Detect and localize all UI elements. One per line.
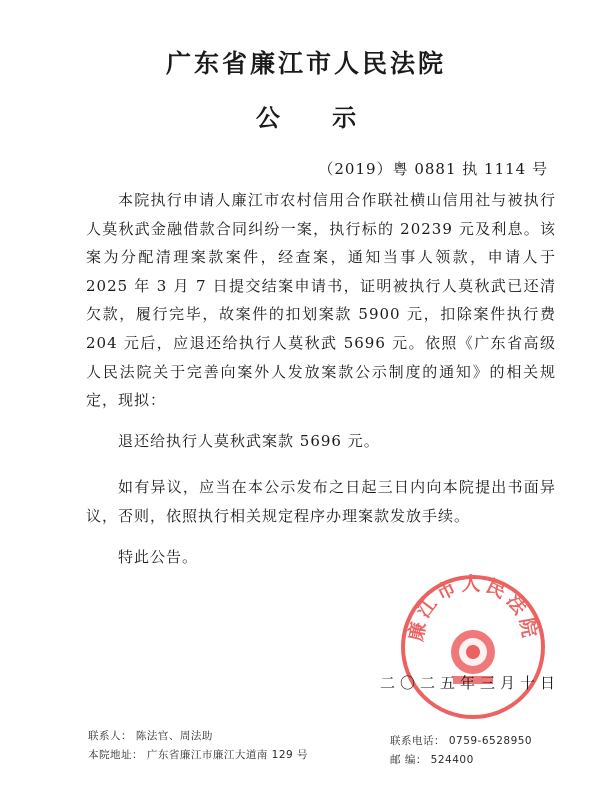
notice-body (86, 186, 556, 571)
body-paragraph-1: 本院执行申请人廉江市农村信用合作联社横山信用社与被执行人莫秋武金融借款合同纠纷一案，执行标的 20239 元及利息。该案为分配清理案款案件，经查案，通知当事人领款，申请人于 2025 年 3 月 7 日提交结案申请书，证明被执行人莫秋武已还清欠款，履行完毕，故案件的扣划案款 5900 元，扣除案件执行费 204 元后，应退还给执行人莫秋武 5696 元。依照《广东省高级人民法院关于完善向案外人发放案款公示制度的通知》的相关规定，现拟： (86, 191, 556, 410)
seal-text: 廉江市人民法院 (405, 573, 541, 643)
signature-date: 二〇二五年三月十日 (380, 674, 561, 692)
footer-postcode: 邮 编： 524400 (390, 754, 474, 766)
body-paragraph-4: 特此公告。 (118, 547, 199, 566)
court-seal-stamp (398, 572, 548, 722)
document-title: 公 示 (255, 104, 379, 132)
seal-icon (398, 572, 548, 722)
case-number: （2019）粤 0881 执 1114 号 (318, 160, 548, 178)
footer-contact: 联系人： 陈法官、周法助 (88, 730, 213, 742)
court-name: 广东省廉江市人民法院 (165, 49, 446, 78)
footer-address: 本院地址： 广东省廉江市廉江大道南 129 号 (88, 749, 309, 761)
body-paragraph-2: 退还给执行人莫秋武案款 5696 元。 (118, 431, 380, 450)
footer-phone: 联系电话： 0759-6528950 (390, 735, 533, 747)
body-paragraph-3: 如有异议，应当在本公示发布之日起三日内向本院提出书面异议，否则，依照执行相关规定程序办理案款发放手续。 (86, 478, 556, 525)
